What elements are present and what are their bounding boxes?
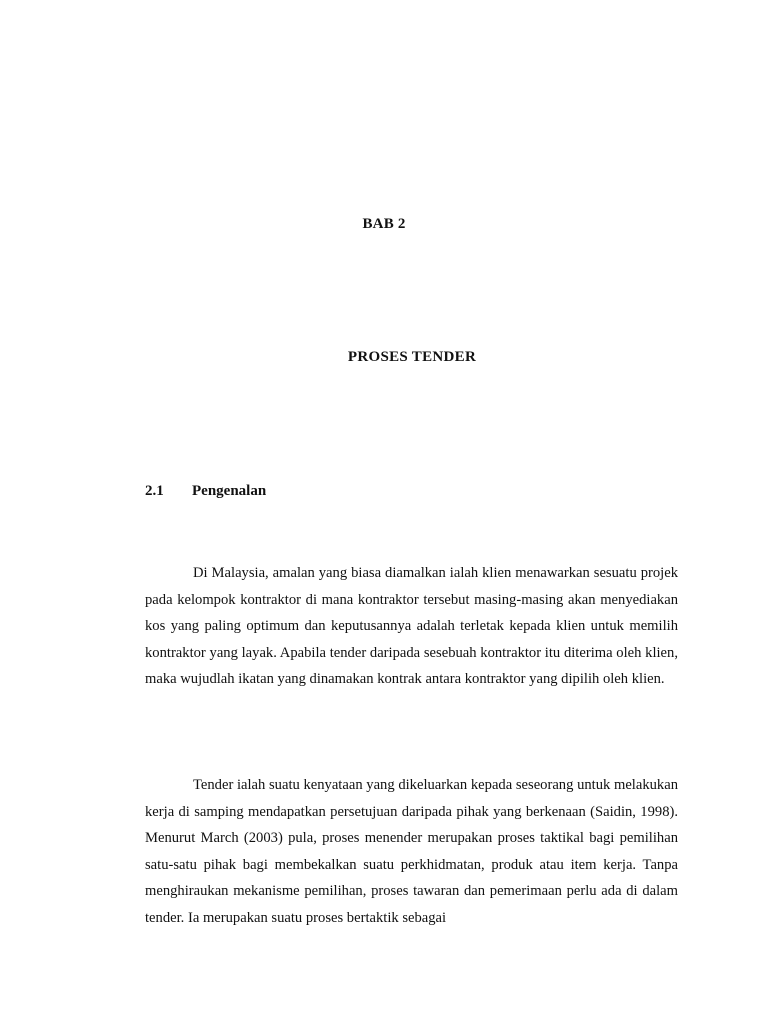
section-title: Pengenalan — [192, 483, 267, 499]
section-number: 2.1 — [145, 483, 164, 499]
section-heading — [145, 483, 266, 500]
body-paragraph-1: Di Malaysia, amalan yang biasa diamalkan ialah klien menawarkan sesuatu projek pada kelompok kontraktor di mana kontraktor tersebut masing-masing akan menyediakan kos yang paling optimum dan keputusannya adalah terletak kepada klien untuk memilih kontraktor yang layak. Apabila tender daripada sesebuah kontraktor itu diterima oleh klien, maka wujudlah ikatan yang dinamakan kontrak antara kontraktor yang dipilih oleh klien. — [145, 565, 678, 688]
chapter-title: PROSES TENDER — [347, 349, 477, 365]
body-paragraph-2: Tender ialah suatu kenyataan yang dikeluarkan kepada seseorang untuk melakukan kerja di samping mendapatkan persetujuan daripada pihak yang berkenaan (Saidin, 1998). Menurut March (2003) pula, proses menender merupakan proses taktikal bagi pemilihan satu-satu pihak bagi membekalkan suatu perkhidmatan, produk atau item kerja. Tanpa menghiraukan mekanisme pemilihan, proses tawaran dan pemerimaan perlu ada di dalam tender. Ia merupakan suatu proses bertaktik sebagai — [145, 777, 678, 926]
chapter-label: BAB 2 — [362, 216, 406, 232]
